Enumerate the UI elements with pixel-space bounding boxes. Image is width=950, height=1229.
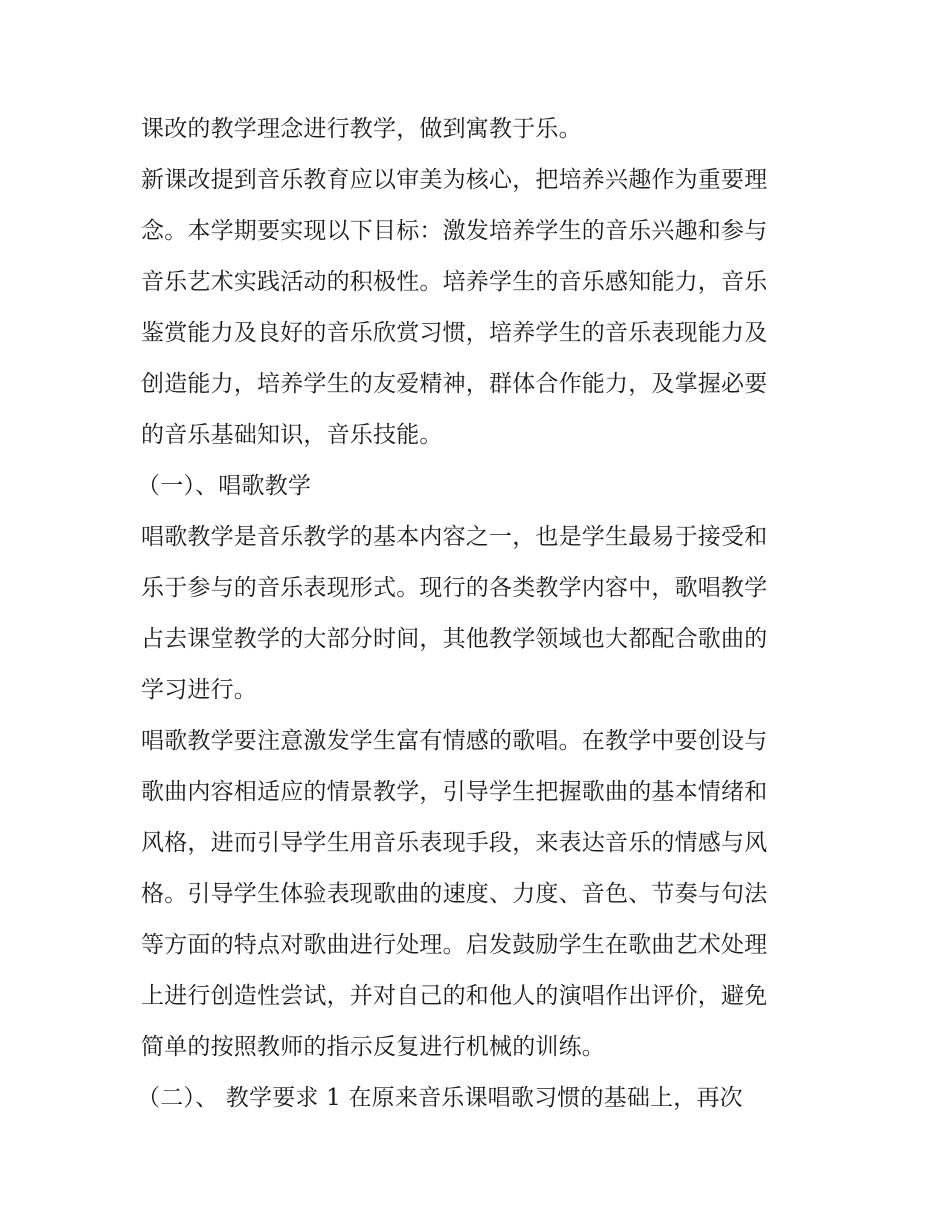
- text-line: 简单的按照教师的指示反复进行机械的训练。: [141, 1034, 605, 1060]
- text-line: 学习进行。: [141, 677, 257, 703]
- text-line: 歌曲内容相适应的情景教学，引导学生把握歌曲的基本情绪和: [141, 779, 768, 805]
- text-line: 上进行创造性尝试，并对自己的和他人的演唱作出评价，避免: [141, 983, 768, 1009]
- text-line: 音乐艺术实践活动的积极性。培养学生的音乐感知能力，音乐: [141, 269, 768, 295]
- document-body: [137, 104, 821, 1124]
- text-line: 课改的教学理念进行教学，做到寓教于乐。: [141, 116, 582, 142]
- text-line: 格。引导学生体验表现歌曲的速度、力度、音色、节奏与句法: [141, 881, 768, 907]
- text-line: 的音乐基础知识，音乐技能。: [141, 422, 443, 448]
- text-line: 等方面的特点对歌曲进行处理。启发鼓励学生在歌曲艺术处理: [141, 932, 768, 958]
- text-line: 乐于参与的音乐表现形式。现行的各类教学内容中，歌唱教学: [141, 575, 768, 601]
- text-line: 念。本学期要实现以下目标：激发培养学生的音乐兴趣和参与: [141, 218, 768, 244]
- text-line: 风格，进而引导学生用音乐表现手段，来表达音乐的情感与风: [141, 830, 768, 856]
- text-line: 鉴赏能力及良好的音乐欣赏习惯，培养学生的音乐表现能力及: [141, 320, 768, 346]
- paragraph-start-line: 唱歌教学是音乐教学的基本内容之一，也是学生最易于接受和: [141, 524, 768, 550]
- text-line: 占去课堂教学的大部分时间，其他教学领域也大都配合歌曲的: [141, 626, 768, 652]
- paragraph-start-line: 唱歌教学要注意激发学生富有情感的歌唱。在教学中要创设与: [141, 728, 768, 754]
- paragraph-start-line: 新课改提到音乐教育应以审美为核心，把培养兴趣作为重要理: [141, 167, 768, 193]
- section-heading-singing: （一）、唱歌教学: [137, 473, 312, 499]
- section-heading-requirements: （二）、 教学要求 1 在原来音乐课唱歌习惯的基础上，再次: [137, 1085, 743, 1111]
- text-line: 创造能力，培养学生的友爱精神，群体合作能力，及掌握必要: [141, 371, 768, 397]
